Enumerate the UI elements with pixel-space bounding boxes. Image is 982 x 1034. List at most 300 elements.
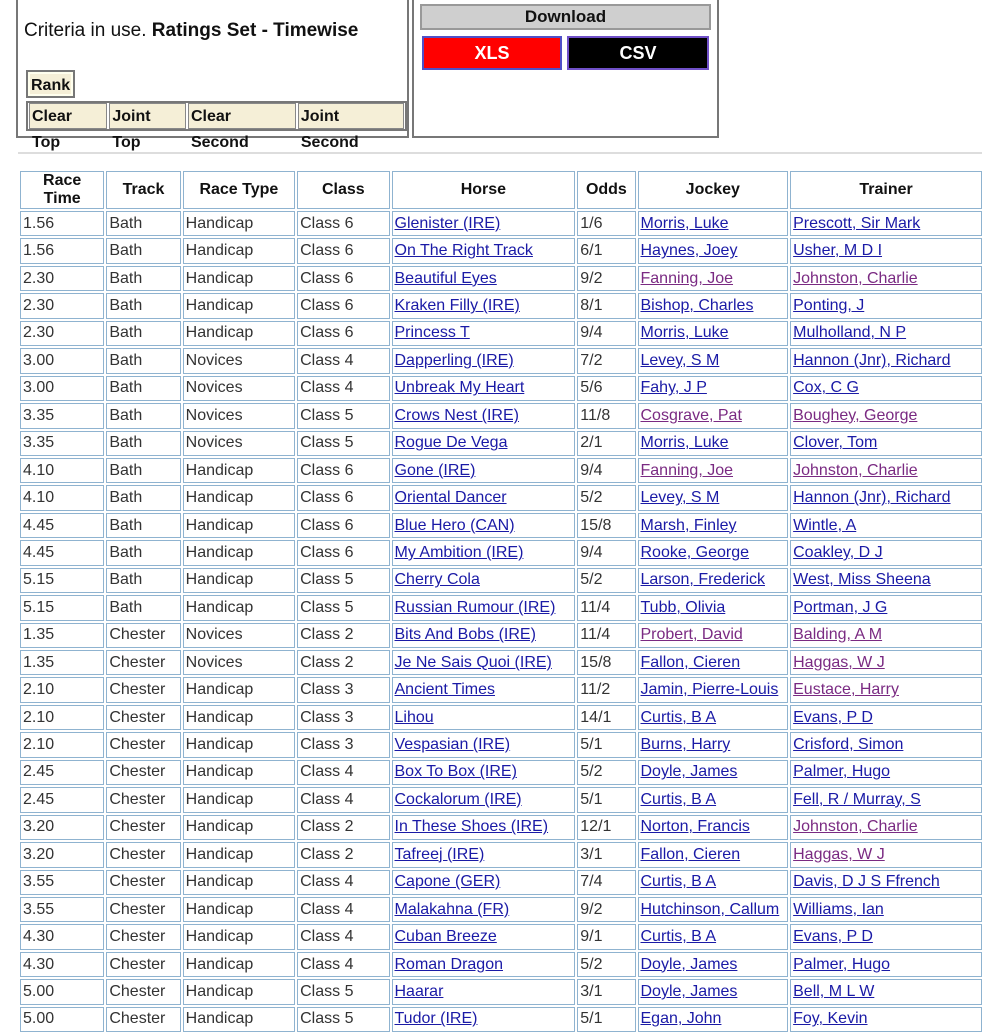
odds-cell: 3/1 bbox=[577, 979, 635, 1004]
jockey-cell bbox=[638, 1007, 789, 1032]
trainer-link[interactable]: Bell, M L W bbox=[793, 982, 875, 1000]
table-row bbox=[20, 870, 982, 895]
jockey-link[interactable]: Curtis, B A bbox=[640, 928, 717, 946]
class-cell: Class 6 bbox=[297, 540, 389, 565]
class-cell: Class 2 bbox=[297, 842, 389, 867]
jockey-cell bbox=[638, 842, 789, 867]
track-cell: Bath bbox=[106, 211, 180, 236]
track-cell: Bath bbox=[106, 376, 180, 401]
race-type-cell: Handicap bbox=[183, 513, 295, 538]
track-cell: Chester bbox=[106, 897, 180, 922]
trainer-link[interactable]: Crisford, Simon bbox=[793, 736, 904, 754]
odds-cell: 9/4 bbox=[577, 458, 635, 483]
jockey-link[interactable]: Probert, David bbox=[640, 626, 743, 644]
trainer-link[interactable]: Balding, A M bbox=[793, 626, 883, 644]
horse-cell bbox=[392, 623, 576, 648]
jockey-cell bbox=[638, 321, 789, 346]
odds-cell: 9/4 bbox=[577, 540, 635, 565]
table-row bbox=[20, 705, 982, 730]
class-cell: Class 6 bbox=[297, 211, 389, 236]
class-cell: Class 2 bbox=[297, 815, 389, 840]
race-time-cell: 2.30 bbox=[20, 266, 104, 291]
download-xls-button[interactable]: XLS bbox=[422, 36, 562, 70]
trainer-cell bbox=[790, 431, 982, 456]
odds-cell: 5/1 bbox=[577, 787, 635, 812]
jockey-link[interactable]: Levey, S M bbox=[640, 351, 720, 369]
horse-cell bbox=[392, 568, 576, 593]
clear-top-button[interactable]: Clear Top bbox=[29, 103, 107, 129]
jockey-link[interactable]: Rooke, George bbox=[640, 543, 750, 561]
horse-link[interactable]: Ancient Times bbox=[394, 681, 495, 699]
table-row bbox=[20, 348, 982, 373]
trainer-link[interactable]: Foy, Kevin bbox=[793, 1010, 868, 1028]
table-row bbox=[20, 321, 982, 346]
race-type-cell: Handicap bbox=[183, 458, 295, 483]
jockey-link[interactable]: Fanning, Joe bbox=[640, 461, 734, 479]
jockey-cell bbox=[638, 952, 789, 977]
trainer-cell bbox=[790, 842, 982, 867]
trainer-link[interactable]: Usher, M D I bbox=[793, 242, 883, 260]
race-time-cell: 4.45 bbox=[20, 513, 104, 538]
horse-cell bbox=[392, 513, 576, 538]
race-type-cell: Handicap bbox=[183, 211, 295, 236]
trainer-cell bbox=[790, 677, 982, 702]
horse-cell bbox=[392, 870, 576, 895]
horse-link[interactable]: Bits And Bobs (IRE) bbox=[394, 626, 536, 644]
trainer-link[interactable]: Davis, D J S Ffrench bbox=[793, 873, 940, 891]
class-cell: Class 5 bbox=[297, 431, 389, 456]
jockey-link[interactable]: Cosgrave, Pat bbox=[640, 406, 742, 424]
track-cell: Bath bbox=[106, 485, 180, 510]
horse-link[interactable]: Beautiful Eyes bbox=[394, 269, 497, 287]
class-cell: Class 5 bbox=[297, 1007, 389, 1032]
track-cell: Bath bbox=[106, 293, 180, 318]
jockey-link[interactable]: Bishop, Charles bbox=[640, 297, 754, 315]
race-type-cell: Handicap bbox=[183, 760, 295, 785]
race-type-cell: Handicap bbox=[183, 732, 295, 757]
track-cell: Bath bbox=[106, 595, 180, 620]
table-row bbox=[20, 211, 982, 236]
class-cell: Class 6 bbox=[297, 321, 389, 346]
trainer-link[interactable]: Evans, P D bbox=[793, 928, 873, 946]
joint-top-button[interactable]: Joint Top bbox=[109, 103, 186, 129]
odds-cell: 11/4 bbox=[577, 623, 635, 648]
jockey-cell bbox=[638, 266, 789, 291]
download-panel bbox=[412, 0, 719, 138]
table-row bbox=[20, 238, 982, 263]
header-race-time[interactable]: Race Time bbox=[20, 171, 104, 209]
horse-link[interactable]: Tudor (IRE) bbox=[394, 1010, 478, 1028]
trainer-cell bbox=[790, 650, 982, 675]
trainer-link[interactable]: Haggas, W J bbox=[793, 845, 885, 863]
track-cell: Bath bbox=[106, 403, 180, 428]
table-row bbox=[20, 677, 982, 702]
race-time-cell: 2.30 bbox=[20, 321, 104, 346]
trainer-link[interactable]: Palmer, Hugo bbox=[793, 763, 891, 781]
horse-cell bbox=[392, 705, 576, 730]
horse-link[interactable]: Box To Box (IRE) bbox=[394, 763, 517, 781]
trainer-cell bbox=[790, 458, 982, 483]
horse-link[interactable]: Cherry Cola bbox=[394, 571, 480, 589]
trainer-cell bbox=[790, 568, 982, 593]
odds-cell: 5/2 bbox=[577, 760, 635, 785]
race-time-cell: 1.56 bbox=[20, 238, 104, 263]
race-type-cell: Handicap bbox=[183, 815, 295, 840]
jockey-link[interactable]: Morris, Luke bbox=[640, 434, 729, 452]
track-cell: Bath bbox=[106, 568, 180, 593]
jockey-link[interactable]: Tubb, Olivia bbox=[640, 598, 726, 616]
track-cell: Chester bbox=[106, 705, 180, 730]
trainer-link[interactable]: Evans, P D bbox=[793, 708, 873, 726]
header-trainer[interactable]: Trainer bbox=[790, 171, 982, 209]
jockey-link[interactable]: Norton, Francis bbox=[640, 818, 750, 836]
race-time-cell: 2.10 bbox=[20, 677, 104, 702]
jockey-cell bbox=[638, 403, 789, 428]
download-title: Download bbox=[420, 4, 711, 30]
table-row bbox=[20, 952, 982, 977]
table-row bbox=[20, 1007, 982, 1032]
table-row bbox=[20, 293, 982, 318]
trainer-link[interactable]: Johnston, Charlie bbox=[793, 818, 918, 836]
horse-link[interactable]: Haarar bbox=[394, 982, 444, 1000]
jockey-link[interactable]: Doyle, James bbox=[640, 982, 738, 1000]
class-cell: Class 4 bbox=[297, 787, 389, 812]
trainer-link[interactable]: Mulholland, N P bbox=[793, 324, 907, 342]
class-cell: Class 2 bbox=[297, 650, 389, 675]
horse-cell bbox=[392, 842, 576, 867]
trainer-link[interactable]: Clover, Tom bbox=[793, 434, 878, 452]
criteria-panel bbox=[16, 0, 409, 151]
odds-cell: 2/1 bbox=[577, 431, 635, 456]
class-cell: Class 6 bbox=[297, 293, 389, 318]
race-type-cell: Novices bbox=[183, 623, 295, 648]
class-cell: Class 3 bbox=[297, 677, 389, 702]
trainer-cell bbox=[790, 952, 982, 977]
jockey-link[interactable]: Haynes, Joey bbox=[640, 242, 738, 260]
race-time-cell: 4.10 bbox=[20, 485, 104, 510]
class-cell: Class 6 bbox=[297, 266, 389, 291]
track-cell: Chester bbox=[106, 650, 180, 675]
jockey-link[interactable]: Egan, John bbox=[640, 1010, 722, 1028]
trainer-cell bbox=[790, 595, 982, 620]
jockey-link[interactable]: Curtis, B A bbox=[640, 873, 717, 891]
race-time-cell: 5.00 bbox=[20, 979, 104, 1004]
horse-cell bbox=[392, 293, 576, 318]
trainer-link[interactable]: Haggas, W J bbox=[793, 653, 885, 671]
trainer-cell bbox=[790, 815, 982, 840]
header-jockey[interactable]: Jockey bbox=[638, 171, 789, 209]
jockey-link[interactable]: Hutchinson, Callum bbox=[640, 900, 780, 918]
race-type-cell: Handicap bbox=[183, 924, 295, 949]
jockey-cell bbox=[638, 787, 789, 812]
trainer-link[interactable]: Boughey, George bbox=[793, 406, 918, 424]
horse-cell bbox=[392, 431, 576, 456]
download-csv-button[interactable]: CSV bbox=[567, 36, 709, 70]
table-row bbox=[20, 815, 982, 840]
class-cell: Class 4 bbox=[297, 376, 389, 401]
jockey-link[interactable]: Curtis, B A bbox=[640, 708, 717, 726]
jockey-cell bbox=[638, 348, 789, 373]
horse-link[interactable]: My Ambition (IRE) bbox=[394, 543, 524, 561]
jockey-link[interactable]: Doyle, James bbox=[640, 955, 738, 973]
trainer-cell bbox=[790, 897, 982, 922]
track-cell: Bath bbox=[106, 266, 180, 291]
odds-cell: 5/2 bbox=[577, 952, 635, 977]
horse-link[interactable]: Capone (GER) bbox=[394, 873, 501, 891]
horse-link[interactable]: Blue Hero (CAN) bbox=[394, 516, 515, 534]
odds-cell: 7/4 bbox=[577, 870, 635, 895]
horse-link[interactable]: Russian Rumour (IRE) bbox=[394, 598, 556, 616]
trainer-link[interactable]: Cox, C G bbox=[793, 379, 859, 397]
odds-cell: 6/1 bbox=[577, 238, 635, 263]
race-type-cell: Handicap bbox=[183, 321, 295, 346]
jockey-link[interactable]: Morris, Luke bbox=[640, 324, 729, 342]
jockey-cell bbox=[638, 513, 789, 538]
trainer-link[interactable]: Ponting, J bbox=[793, 297, 865, 315]
odds-cell: 9/4 bbox=[577, 321, 635, 346]
horse-link[interactable]: Tafreej (IRE) bbox=[394, 845, 485, 863]
race-time-cell: 5.15 bbox=[20, 595, 104, 620]
horse-link[interactable]: Kraken Filly (IRE) bbox=[394, 297, 520, 315]
horse-cell bbox=[392, 238, 576, 263]
jockey-link[interactable]: Curtis, B A bbox=[640, 790, 717, 808]
race-time-cell: 1.35 bbox=[20, 623, 104, 648]
jockey-cell bbox=[638, 458, 789, 483]
jockey-cell bbox=[638, 924, 789, 949]
class-cell: Class 5 bbox=[297, 979, 389, 1004]
class-cell: Class 4 bbox=[297, 870, 389, 895]
odds-cell: 15/8 bbox=[577, 650, 635, 675]
header-horse[interactable]: Horse bbox=[392, 171, 576, 209]
horse-link[interactable]: Glenister (IRE) bbox=[394, 214, 501, 232]
class-cell: Class 2 bbox=[297, 623, 389, 648]
trainer-link[interactable]: West, Miss Sheena bbox=[793, 571, 931, 589]
track-cell: Chester bbox=[106, 952, 180, 977]
odds-cell: 5/1 bbox=[577, 1007, 635, 1032]
horse-cell bbox=[392, 540, 576, 565]
race-type-cell: Handicap bbox=[183, 677, 295, 702]
horse-link[interactable]: Unbreak My Heart bbox=[394, 379, 525, 397]
trainer-cell bbox=[790, 513, 982, 538]
criteria-value: Ratings Set - Timewise bbox=[151, 20, 359, 41]
table-row bbox=[20, 266, 982, 291]
trainer-cell bbox=[790, 211, 982, 236]
jockey-link[interactable]: Jamin, Pierre-Louis bbox=[640, 681, 779, 699]
jockey-cell bbox=[638, 732, 789, 757]
table-row bbox=[20, 595, 982, 620]
odds-cell: 11/8 bbox=[577, 403, 635, 428]
odds-cell: 9/1 bbox=[577, 924, 635, 949]
table-row bbox=[20, 513, 982, 538]
jockey-link[interactable]: Levey, S M bbox=[640, 489, 720, 507]
table-row bbox=[20, 760, 982, 785]
horse-link[interactable]: Dapperling (IRE) bbox=[394, 351, 514, 369]
odds-cell: 11/4 bbox=[577, 595, 635, 620]
horse-link[interactable]: Oriental Dancer bbox=[394, 489, 507, 507]
odds-cell: 3/1 bbox=[577, 842, 635, 867]
class-cell: Class 5 bbox=[297, 595, 389, 620]
joint-second-button[interactable]: Joint Second bbox=[298, 103, 404, 129]
race-type-cell: Handicap bbox=[183, 979, 295, 1004]
trainer-cell bbox=[790, 403, 982, 428]
race-time-cell: 4.30 bbox=[20, 924, 104, 949]
table-row bbox=[20, 458, 982, 483]
track-cell: Chester bbox=[106, 787, 180, 812]
horse-cell bbox=[392, 650, 576, 675]
horse-link[interactable]: Princess T bbox=[394, 324, 470, 342]
jockey-link[interactable]: Marsh, Finley bbox=[640, 516, 737, 534]
race-type-cell: Handicap bbox=[183, 568, 295, 593]
race-type-cell: Handicap bbox=[183, 485, 295, 510]
track-cell: Chester bbox=[106, 677, 180, 702]
horse-link[interactable]: Je Ne Sais Quoi (IRE) bbox=[394, 653, 552, 671]
horse-link[interactable]: Gone (IRE) bbox=[394, 461, 476, 479]
jockey-cell bbox=[638, 595, 789, 620]
horse-link[interactable]: Cuban Breeze bbox=[394, 928, 497, 946]
trainer-link[interactable]: Johnston, Charlie bbox=[793, 461, 918, 479]
jockey-link[interactable]: Fanning, Joe bbox=[640, 269, 734, 287]
track-cell: Chester bbox=[106, 623, 180, 648]
jockey-link[interactable]: Fallon, Cieren bbox=[640, 653, 741, 671]
jockey-link[interactable]: Burns, Harry bbox=[640, 736, 731, 754]
trainer-link[interactable]: Eustace, Harry bbox=[793, 681, 899, 699]
rank-button[interactable]: Rank bbox=[26, 70, 75, 98]
horse-link[interactable]: Vespasian (IRE) bbox=[394, 736, 511, 754]
jockey-link[interactable]: Morris, Luke bbox=[640, 214, 729, 232]
trainer-link[interactable]: Portman, J G bbox=[793, 598, 888, 616]
table-row bbox=[20, 623, 982, 648]
race-time-cell: 3.00 bbox=[20, 348, 104, 373]
trainer-cell bbox=[790, 924, 982, 949]
trainer-link[interactable]: Fell, R / Murray, S bbox=[793, 790, 921, 808]
table-row bbox=[20, 376, 982, 401]
trainer-link[interactable]: Williams, Ian bbox=[793, 900, 884, 918]
jockey-cell bbox=[638, 650, 789, 675]
trainer-cell bbox=[790, 376, 982, 401]
race-time-cell: 2.45 bbox=[20, 760, 104, 785]
trainer-cell bbox=[790, 623, 982, 648]
track-cell: Chester bbox=[106, 815, 180, 840]
trainer-link[interactable]: Wintle, A bbox=[793, 516, 857, 534]
table-row bbox=[20, 897, 982, 922]
horse-cell bbox=[392, 897, 576, 922]
horse-link[interactable]: Roman Dragon bbox=[394, 955, 503, 973]
jockey-cell bbox=[638, 623, 789, 648]
results-table bbox=[18, 169, 982, 1034]
trainer-link[interactable]: Palmer, Hugo bbox=[793, 955, 891, 973]
race-type-cell: Novices bbox=[183, 431, 295, 456]
jockey-cell bbox=[638, 211, 789, 236]
header-race-type[interactable]: Race Type bbox=[183, 171, 295, 209]
odds-cell: 9/2 bbox=[577, 897, 635, 922]
horse-cell bbox=[392, 787, 576, 812]
race-time-cell: 3.00 bbox=[20, 376, 104, 401]
track-cell: Chester bbox=[106, 979, 180, 1004]
jockey-cell bbox=[638, 760, 789, 785]
trainer-cell bbox=[790, 485, 982, 510]
horse-cell bbox=[392, 979, 576, 1004]
horse-link[interactable]: Crows Nest (IRE) bbox=[394, 406, 519, 424]
trainer-link[interactable]: Coakley, D J bbox=[793, 543, 883, 561]
table-row bbox=[20, 787, 982, 812]
jockey-cell bbox=[638, 485, 789, 510]
jockey-cell bbox=[638, 238, 789, 263]
horse-cell bbox=[392, 321, 576, 346]
jockey-cell bbox=[638, 979, 789, 1004]
trainer-cell bbox=[790, 732, 982, 757]
horse-link[interactable]: In These Shoes (IRE) bbox=[394, 818, 549, 836]
clear-second-button[interactable]: Clear Second bbox=[188, 103, 296, 129]
horse-cell bbox=[392, 595, 576, 620]
trainer-cell bbox=[790, 266, 982, 291]
trainer-link[interactable]: Hannon (Jnr), Richard bbox=[793, 351, 951, 369]
track-cell: Bath bbox=[106, 458, 180, 483]
odds-cell: 7/2 bbox=[577, 348, 635, 373]
table-row bbox=[20, 979, 982, 1004]
race-type-cell: Novices bbox=[183, 403, 295, 428]
horse-cell bbox=[392, 348, 576, 373]
class-cell: Class 3 bbox=[297, 732, 389, 757]
table-row bbox=[20, 485, 982, 510]
race-type-cell: Novices bbox=[183, 650, 295, 675]
horse-link[interactable]: Lihou bbox=[394, 708, 434, 726]
race-type-cell: Handicap bbox=[183, 787, 295, 812]
jockey-cell bbox=[638, 568, 789, 593]
jockey-cell bbox=[638, 431, 789, 456]
race-type-cell: Handicap bbox=[183, 266, 295, 291]
race-time-cell: 3.35 bbox=[20, 403, 104, 428]
class-cell: Class 3 bbox=[297, 705, 389, 730]
jockey-cell bbox=[638, 705, 789, 730]
race-type-cell: Handicap bbox=[183, 952, 295, 977]
trainer-cell bbox=[790, 540, 982, 565]
header-odds[interactable]: Odds bbox=[577, 171, 635, 209]
header-class[interactable]: Class bbox=[297, 171, 389, 209]
jockey-cell bbox=[638, 293, 789, 318]
race-type-cell: Handicap bbox=[183, 1007, 295, 1032]
race-type-cell: Handicap bbox=[183, 897, 295, 922]
class-cell: Class 4 bbox=[297, 760, 389, 785]
jockey-link[interactable]: Fallon, Cieren bbox=[640, 845, 741, 863]
race-time-cell: 2.45 bbox=[20, 787, 104, 812]
class-cell: Class 4 bbox=[297, 897, 389, 922]
class-cell: Class 4 bbox=[297, 952, 389, 977]
horse-link[interactable]: Cockalorum (IRE) bbox=[394, 790, 522, 808]
trainer-link[interactable]: Johnston, Charlie bbox=[793, 269, 918, 287]
race-time-cell: 3.20 bbox=[20, 842, 104, 867]
horse-cell bbox=[392, 732, 576, 757]
track-cell: Bath bbox=[106, 321, 180, 346]
jockey-link[interactable]: Larson, Frederick bbox=[640, 571, 765, 589]
horse-link[interactable]: Rogue De Vega bbox=[394, 434, 508, 452]
horse-link[interactable]: On The Right Track bbox=[394, 242, 533, 260]
horse-cell bbox=[392, 211, 576, 236]
jockey-link[interactable]: Doyle, James bbox=[640, 763, 738, 781]
table-row bbox=[20, 540, 982, 565]
trainer-link[interactable]: Hannon (Jnr), Richard bbox=[793, 489, 951, 507]
jockey-link[interactable]: Fahy, J P bbox=[640, 379, 707, 397]
class-cell: Class 6 bbox=[297, 513, 389, 538]
trainer-link[interactable]: Prescott, Sir Mark bbox=[793, 214, 921, 232]
race-time-cell: 1.56 bbox=[20, 211, 104, 236]
race-time-cell: 3.35 bbox=[20, 431, 104, 456]
header-track[interactable]: Track bbox=[106, 171, 180, 209]
table-row bbox=[20, 924, 982, 949]
trainer-cell bbox=[790, 321, 982, 346]
table-row bbox=[20, 842, 982, 867]
horse-link[interactable]: Malakahna (FR) bbox=[394, 900, 510, 918]
race-time-cell: 1.35 bbox=[20, 650, 104, 675]
